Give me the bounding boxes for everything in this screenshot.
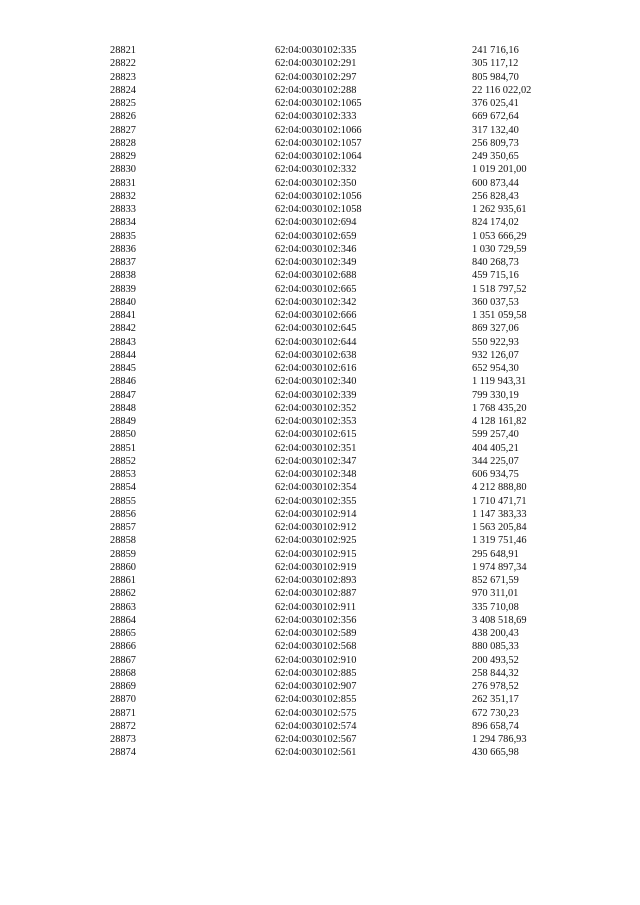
row-number: 28868: [110, 667, 136, 679]
cadastral-number: 62:04:0030102:346: [275, 243, 357, 255]
table-row: [110, 336, 610, 349]
row-number: 28855: [110, 495, 136, 507]
cadastral-number: 62:04:0030102:352: [275, 402, 357, 414]
value: 1 974 897,34: [472, 561, 527, 573]
table-row: [110, 402, 610, 415]
row-number: 28864: [110, 614, 136, 626]
row-number: 28863: [110, 601, 136, 613]
row-number: 28843: [110, 336, 136, 348]
value: 4 128 161,82: [472, 416, 527, 427]
cadastral-number: 62:04:0030102:644: [275, 336, 357, 348]
value: 896 658,74: [472, 720, 519, 732]
cadastral-number: 62:04:0030102:574: [275, 720, 357, 732]
row-number: 28838: [110, 270, 136, 282]
row-number: 28828: [110, 137, 136, 149]
table-row: [110, 495, 610, 508]
value: 840 268,73: [472, 257, 519, 268]
row-number: 28825: [110, 98, 136, 109]
value: 376 025,41: [472, 98, 519, 109]
table-row: [110, 442, 610, 455]
table-row: [110, 587, 610, 600]
value: 262 351,17: [472, 694, 519, 706]
value: 1 262 935,61: [472, 204, 527, 215]
value: 360 037,53: [472, 296, 519, 308]
row-number: 28873: [110, 734, 136, 745]
table-row: [110, 654, 610, 667]
row-number: 28826: [110, 111, 136, 123]
value: 1 563 205,84: [472, 522, 527, 533]
cadastral-number: 62:04:0030102:349: [275, 257, 357, 268]
row-number: 28867: [110, 654, 136, 666]
table-row: [110, 601, 610, 614]
cadastral-number: 62:04:0030102:665: [275, 283, 357, 295]
cadastral-number: 62:04:0030102:666: [275, 310, 357, 321]
cadastral-number: 62:04:0030102:353: [275, 416, 357, 427]
value: 3 408 518,69: [472, 614, 527, 626]
value: 1 768 435,20: [472, 402, 527, 414]
value: 880 085,33: [472, 641, 519, 653]
value: 1 119 943,31: [472, 376, 527, 388]
cadastral-number: 62:04:0030102:568: [275, 641, 357, 653]
cadastral-number: 62:04:0030102:855: [275, 694, 357, 706]
table-row: [110, 137, 610, 150]
cadastral-number: 62:04:0030102:893: [275, 575, 357, 586]
row-number: 28821: [110, 45, 136, 56]
table-row: [110, 216, 610, 229]
table-row: [110, 720, 610, 733]
cadastral-table: [110, 44, 610, 760]
cadastral-number: 62:04:0030102:1066: [275, 124, 362, 136]
row-number: 28846: [110, 376, 136, 388]
table-row: [110, 71, 610, 84]
table-row: [110, 574, 610, 587]
value: 430 665,98: [472, 747, 519, 759]
table-row: [110, 389, 610, 402]
table-row: [110, 362, 610, 375]
value: 1 294 786,93: [472, 734, 527, 745]
value: 258 844,32: [472, 667, 519, 679]
value: 459 715,16: [472, 270, 519, 282]
table-row: [110, 124, 610, 137]
row-number: 28845: [110, 363, 136, 374]
row-number: 28849: [110, 416, 136, 427]
row-number: 28870: [110, 694, 136, 706]
cadastral-number: 62:04:0030102:567: [275, 734, 357, 745]
row-number: 28861: [110, 575, 136, 586]
value: 970 311,01: [472, 588, 519, 600]
table-row: [110, 230, 610, 243]
table-row: [110, 481, 610, 494]
value: 824 174,02: [472, 217, 519, 229]
table-row: [110, 680, 610, 693]
cadastral-number: 62:04:0030102:351: [275, 442, 357, 454]
table-row: [110, 561, 610, 574]
cadastral-number: 62:04:0030102:589: [275, 628, 357, 639]
cadastral-number: 62:04:0030102:350: [275, 177, 357, 189]
row-number: 28827: [110, 124, 136, 136]
table-row: [110, 667, 610, 680]
row-number: 28858: [110, 535, 136, 547]
value: 932 126,07: [472, 349, 519, 361]
row-number: 28841: [110, 310, 136, 321]
cadastral-number: 62:04:0030102:561: [275, 747, 357, 759]
row-number: 28823: [110, 71, 136, 83]
table-row: [110, 322, 610, 335]
row-number: 28835: [110, 230, 136, 242]
table-row: [110, 415, 610, 428]
cadastral-number: 62:04:0030102:694: [275, 217, 357, 229]
row-number: 28872: [110, 720, 136, 732]
value: 652 954,30: [472, 363, 519, 374]
row-number: 28856: [110, 508, 136, 520]
table-row: [110, 243, 610, 256]
cadastral-number: 62:04:0030102:638: [275, 349, 357, 361]
cadastral-number: 62:04:0030102:925: [275, 535, 357, 547]
value: 672 730,23: [472, 707, 519, 719]
table-row: [110, 455, 610, 468]
table-row: [110, 97, 610, 110]
table-row: [110, 256, 610, 269]
row-number: 28859: [110, 548, 136, 560]
row-number: 28850: [110, 429, 136, 441]
cadastral-number: 62:04:0030102:356: [275, 614, 357, 626]
value: 1 351 059,58: [472, 310, 527, 321]
value: 256 809,73: [472, 137, 519, 149]
cadastral-number: 62:04:0030102:887: [275, 588, 357, 600]
row-number: 28844: [110, 349, 136, 361]
value: 344 225,07: [472, 455, 519, 467]
value: 1 030 729,59: [472, 243, 527, 255]
table-row: [110, 534, 610, 547]
cadastral-number: 62:04:0030102:911: [275, 601, 357, 613]
row-number: 28839: [110, 283, 136, 295]
cadastral-number: 62:04:0030102:291: [275, 58, 357, 70]
row-number: 28824: [110, 84, 136, 96]
cadastral-number: 62:04:0030102:1056: [275, 190, 362, 202]
value: 1 053 666,29: [472, 230, 527, 242]
row-number: 28866: [110, 641, 136, 653]
cadastral-number: 62:04:0030102:912: [275, 522, 357, 533]
table-row: [110, 269, 610, 282]
cadastral-number: 62:04:0030102:339: [275, 389, 357, 401]
row-number: 28854: [110, 482, 136, 494]
cadastral-number: 62:04:0030102:659: [275, 230, 357, 242]
table-row: [110, 521, 610, 534]
row-number: 28833: [110, 204, 136, 215]
cadastral-number: 62:04:0030102:348: [275, 469, 357, 480]
cadastral-number: 62:04:0030102:342: [275, 296, 357, 308]
table-row: [110, 548, 610, 561]
table-row: [110, 375, 610, 388]
value: 305 117,12: [472, 58, 519, 70]
value: 852 671,59: [472, 575, 519, 586]
value: 669 672,64: [472, 111, 519, 123]
cadastral-number: 62:04:0030102:297: [275, 71, 357, 83]
table-row: [110, 177, 610, 190]
cadastral-number: 62:04:0030102:919: [275, 561, 357, 573]
row-number: 28851: [110, 442, 136, 454]
value: 335 710,08: [472, 601, 519, 613]
table-row: [110, 349, 610, 362]
cadastral-number: 62:04:0030102:616: [275, 363, 357, 374]
value: 22 116 022,02: [472, 84, 532, 96]
cadastral-number: 62:04:0030102:333: [275, 111, 357, 123]
value: 256 828,43: [472, 190, 519, 202]
table-row: [110, 44, 610, 57]
cadastral-number: 62:04:0030102:688: [275, 270, 357, 282]
value: 317 132,40: [472, 124, 519, 136]
table-row: [110, 163, 610, 176]
row-number: 28860: [110, 561, 136, 573]
row-number: 28836: [110, 243, 136, 255]
row-number: 28831: [110, 177, 136, 189]
table-row: [110, 733, 610, 746]
value: 4 212 888,80: [472, 482, 527, 494]
table-row: [110, 746, 610, 759]
row-number: 28874: [110, 747, 136, 759]
value: 1 710 471,71: [472, 495, 527, 507]
cadastral-number: 62:04:0030102:910: [275, 654, 357, 666]
row-number: 28848: [110, 402, 136, 414]
table-row: [110, 283, 610, 296]
cadastral-number: 62:04:0030102:335: [275, 45, 357, 56]
value: 295 648,91: [472, 548, 519, 560]
table-row: [110, 203, 610, 216]
value: 276 978,52: [472, 681, 519, 692]
table-row: [110, 150, 610, 163]
cadastral-number: 62:04:0030102:1058: [275, 204, 362, 215]
value: 438 200,43: [472, 628, 519, 639]
value: 241 716,16: [472, 45, 519, 56]
cadastral-number: 62:04:0030102:907: [275, 681, 357, 692]
cadastral-number: 62:04:0030102:1064: [275, 151, 362, 162]
row-number: 28832: [110, 190, 136, 202]
cadastral-number: 62:04:0030102:915: [275, 548, 357, 560]
cadastral-number: 62:04:0030102:332: [275, 164, 357, 176]
row-number: 28862: [110, 588, 136, 600]
table-row: [110, 614, 610, 627]
value: 1 518 797,52: [472, 283, 527, 295]
cadastral-number: 62:04:0030102:885: [275, 667, 357, 679]
cadastral-number: 62:04:0030102:347: [275, 455, 357, 467]
row-number: 28837: [110, 257, 136, 268]
table-row: [110, 309, 610, 322]
value: 600 873,44: [472, 177, 519, 189]
cadastral-number: 62:04:0030102:340: [275, 376, 357, 388]
row-number: 28852: [110, 455, 136, 467]
value: 249 350,65: [472, 151, 519, 162]
cadastral-number: 62:04:0030102:354: [275, 482, 357, 494]
table-row: [110, 57, 610, 70]
table-row: [110, 640, 610, 653]
cadastral-number: 62:04:0030102:1065: [275, 98, 362, 109]
table-row: [110, 468, 610, 481]
row-number: 28834: [110, 217, 136, 229]
row-number: 28871: [110, 707, 136, 719]
table-row: [110, 110, 610, 123]
cadastral-number: 62:04:0030102:288: [275, 84, 357, 96]
cadastral-number: 62:04:0030102:355: [275, 495, 357, 507]
row-number: 28822: [110, 58, 136, 70]
value: 200 493,52: [472, 654, 519, 666]
value: 404 405,21: [472, 442, 519, 454]
value: 869 327,06: [472, 323, 519, 335]
cadastral-number: 62:04:0030102:615: [275, 429, 357, 441]
table-row: [110, 84, 610, 97]
value: 1 147 383,33: [472, 508, 527, 520]
cadastral-number: 62:04:0030102:1057: [275, 137, 362, 149]
row-number: 28857: [110, 522, 136, 533]
cadastral-number: 62:04:0030102:914: [275, 508, 357, 520]
table-row: [110, 190, 610, 203]
value: 599 257,40: [472, 429, 519, 441]
row-number: 28842: [110, 323, 136, 335]
table-row: [110, 508, 610, 521]
row-number: 28830: [110, 164, 136, 176]
row-number: 28829: [110, 151, 136, 162]
value: 1 019 201,00: [472, 164, 527, 176]
row-number: 28853: [110, 469, 136, 480]
row-number: 28865: [110, 628, 136, 639]
value: 799 330,19: [472, 389, 519, 401]
value: 550 922,93: [472, 336, 519, 348]
cadastral-number: 62:04:0030102:575: [275, 707, 357, 719]
cadastral-number: 62:04:0030102:645: [275, 323, 357, 335]
table-row: [110, 693, 610, 706]
table-row: [110, 707, 610, 720]
value: 805 984,70: [472, 71, 519, 83]
table-row: [110, 627, 610, 640]
row-number: 28869: [110, 681, 136, 692]
value: 1 319 751,46: [472, 535, 527, 547]
table-row: [110, 296, 610, 309]
row-number: 28840: [110, 296, 136, 308]
value: 606 934,75: [472, 469, 519, 480]
table-row: [110, 428, 610, 441]
row-number: 28847: [110, 389, 136, 401]
